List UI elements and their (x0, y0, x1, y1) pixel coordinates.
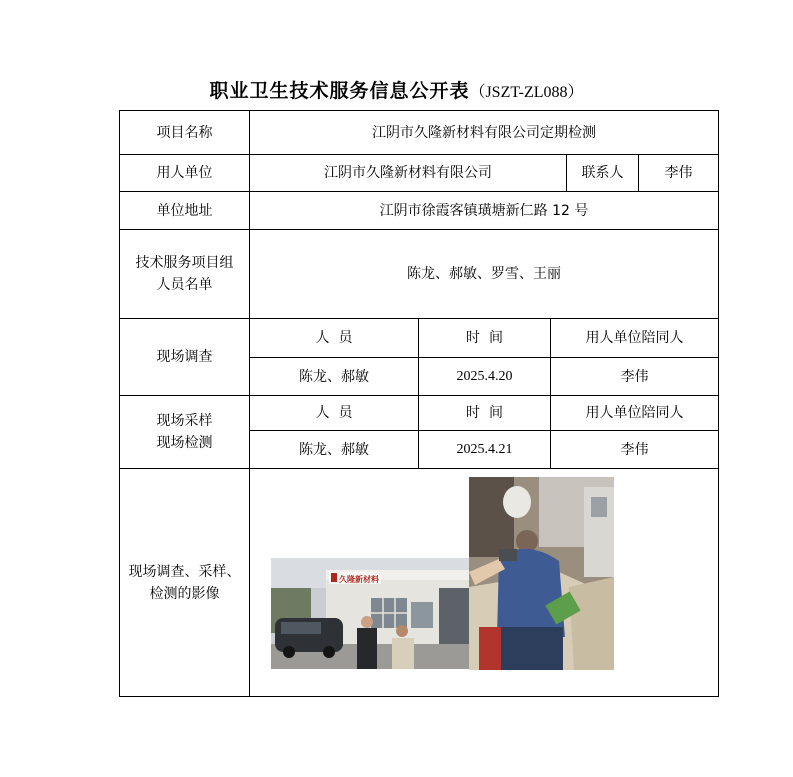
address-value: 江阴市徐霞客镇璜塘新仁路 12 号 (379, 202, 589, 219)
sampling-col-time: 时 间 (466, 405, 503, 421)
project-label: 项目名称 (156, 124, 213, 141)
factory-sign-text: 久隆新材料 (339, 575, 379, 584)
images-label-line1: 现场调查、采样、 (128, 563, 241, 580)
title-code: （JSZT-ZL088） (469, 84, 584, 101)
survey-col-time: 时 间 (466, 330, 503, 346)
team-label (120, 230, 249, 318)
sampling-people: 陈龙、郝敏 (299, 441, 369, 458)
site-photo-indoor (469, 477, 614, 670)
title-main: 职业卫生技术服务信息公开表 (209, 80, 470, 102)
contact-label: 联系人 (581, 165, 624, 181)
survey-people: 陈龙、郝敏 (299, 368, 369, 385)
sampling-label (120, 396, 249, 468)
employer-value: 江阴市久隆新材料有限公司 (324, 165, 492, 181)
employer-label: 用人单位 (156, 165, 213, 181)
sampling-label-line1: 现场采样 (156, 413, 213, 429)
survey-col-people: 人 员 (315, 330, 353, 346)
team-value: 陈龙、郝敏、罗雪、王丽 (407, 266, 561, 282)
sampling-escort: 李伟 (620, 441, 649, 458)
survey-label: 现场调查 (156, 349, 213, 365)
info-table (119, 110, 719, 697)
sampling-col-escort: 用人单位陪同人 (585, 405, 684, 421)
team-label-line2: 人员名单 (156, 277, 213, 293)
team-label-line1: 技术服务项目组 (135, 255, 234, 271)
images-label (120, 469, 249, 696)
sampling-time: 2025.4.21 (456, 441, 513, 457)
images-label-line2: 检测的影像 (149, 585, 220, 602)
site-photo-exterior (271, 558, 469, 669)
sampling-label-line2: 现场检测 (156, 435, 213, 451)
survey-time: 2025.4.20 (456, 368, 513, 384)
survey-col-escort: 用人单位陪同人 (585, 330, 684, 346)
contact-value: 李伟 (664, 165, 693, 181)
document-title (0, 76, 793, 103)
sampling-col-people: 人 员 (315, 405, 353, 421)
address-label: 单位地址 (156, 202, 213, 219)
project-value: 江阴市久隆新材料有限公司定期检测 (372, 124, 596, 141)
survey-escort: 李伟 (620, 368, 649, 385)
